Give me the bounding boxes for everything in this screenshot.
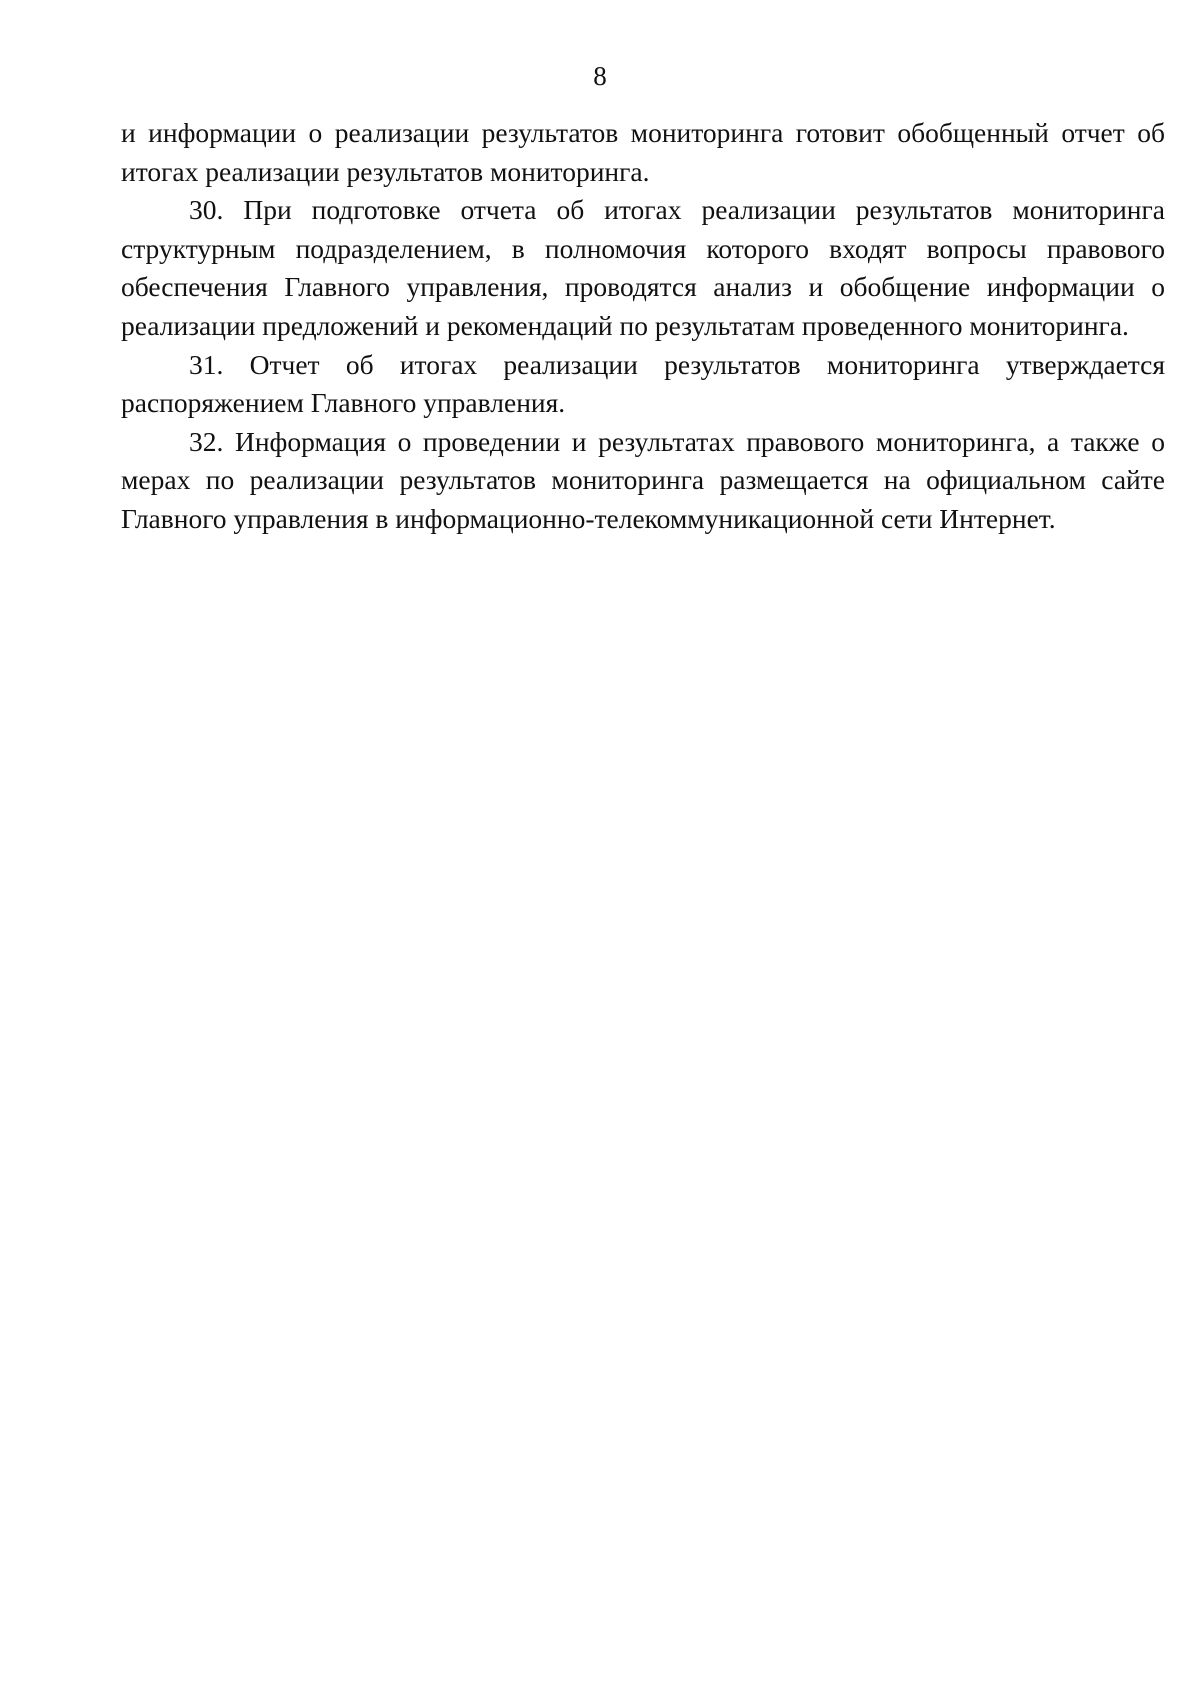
paragraph-30: 30. При подготовке отчета об итогах реализации результатов мониторинга структурным подразделением, в полномочия которого входят вопросы правового обеспечения Главного управления, проводятся анализ и обобщение информации о реализации предложений и рекомендаций по результатам проведенного мониторинга. bbox=[121, 194, 1165, 341]
paragraph-continuation: и информации о реализации результатов мониторинга готовит обобщенный отчет об итогах реализации результатов мониторинга. bbox=[121, 117, 1165, 187]
paragraph-32: 32. Информация о проведении и результатах правового мониторинга, а также о мерах по реализации результатов мониторинга размещается на официальном сайте Главного управления в информационно-телекоммуникационной сети Интернет. bbox=[121, 425, 1165, 534]
page-number: 8 bbox=[593, 61, 607, 91]
document-body bbox=[121, 114, 1165, 539]
paragraph-31: 31. Отчет об итогах реализации результатов мониторинга утверждается распоряжением Главного управления. bbox=[121, 348, 1165, 419]
